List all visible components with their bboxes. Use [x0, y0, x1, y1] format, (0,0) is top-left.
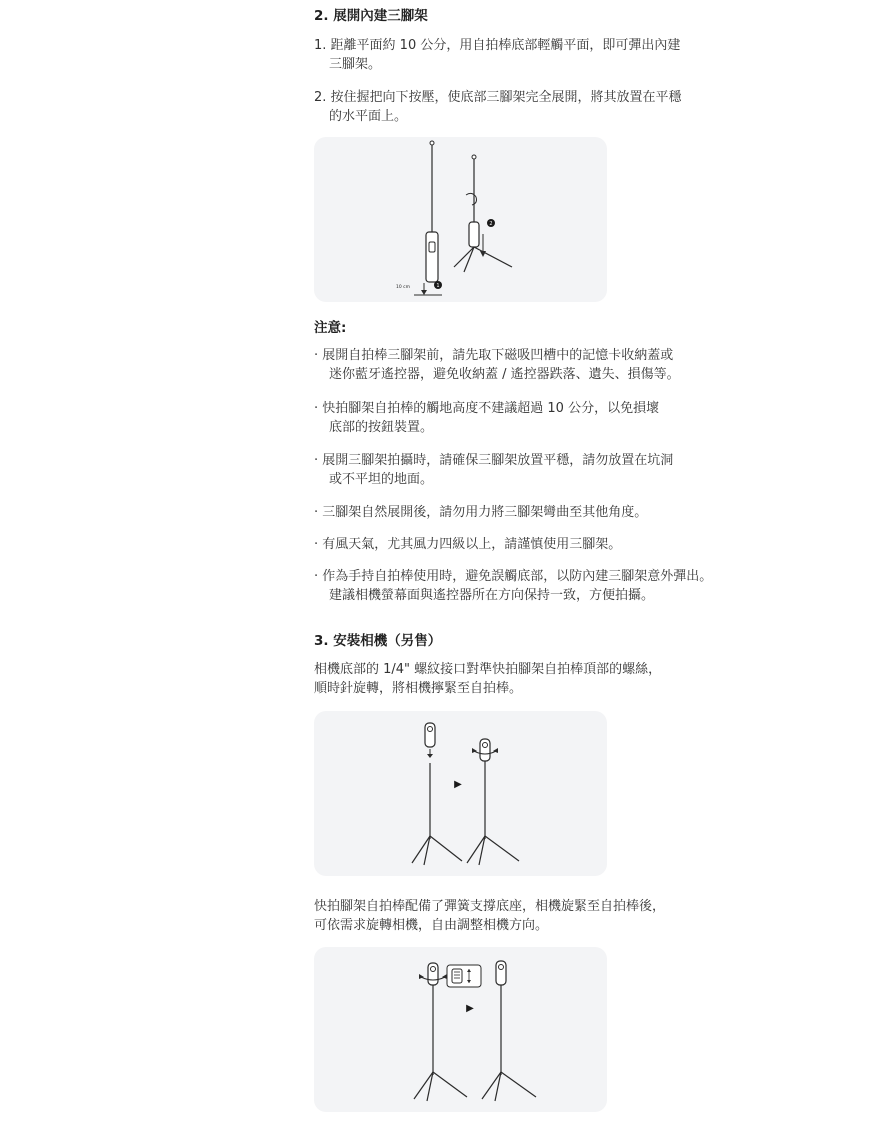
note-5-line-1: · 有風天氣，尤其風力四級以上，請謹慎使用三腳架。 — [314, 537, 622, 552]
note-2 — [314, 399, 659, 437]
camera-mount-paragraph — [314, 660, 661, 698]
note-3-line-1: · 展開三腳架拍攝時，請確保三腳架放置平穩，請勿放置在坑洞 — [314, 453, 674, 468]
spring-base-paragraph — [314, 897, 665, 935]
note-2-line-2: 底部的按鈕裝置。 — [329, 420, 434, 435]
note-6-line-2: 建議相機螢幕面與遙控器所在方向保持一致，方便拍攝。 — [329, 588, 655, 603]
step-2-line-2: 的水平面上。 — [329, 109, 408, 124]
note-3-line-2: 或不平坦的地面。 — [329, 472, 434, 487]
camera-rotate-illustration — [314, 947, 607, 1112]
section-2-heading: 2. 展開內建三腳架 — [314, 8, 428, 24]
step-2 — [314, 88, 682, 126]
camera-mount-line-2: 順時針旋轉，將相機擰緊至自拍棒。 — [314, 681, 523, 696]
arrow-icon: ▶ — [454, 779, 462, 790]
marker-2: 2 — [489, 221, 493, 227]
note-4-line-1: · 三腳架自然展開後，請勿用力將三腳架彎曲至其他角度。 — [314, 505, 648, 520]
step-1 — [314, 36, 680, 74]
arrow-icon-2: ▶ — [466, 1003, 474, 1014]
note-3 — [314, 451, 673, 489]
note-1-line-1: · 展開自拍棒三腳架前，請先取下磁吸凹槽中的記憶卡收納蓋或 — [314, 348, 674, 363]
camera-mount-illustration — [314, 711, 607, 876]
note-1-line-2: 迷你藍牙遙控器，避免收納蓋 / 遙控器跌落、遺失、損傷等。 — [329, 367, 680, 382]
note-1 — [314, 346, 680, 384]
note-4 — [314, 503, 647, 522]
spring-base-line-2: 可依需求旋轉相機，自由調整相機方向。 — [314, 918, 549, 933]
notes-heading: 注意: — [314, 320, 347, 336]
section-3-heading: 3. 安裝相機（另售） — [314, 633, 442, 649]
note-6-line-1: · 作為手持自拍棒使用時，避免誤觸底部，以防內建三腳架意外彈出。 — [314, 569, 713, 584]
step-2-line-1: 2. 按住握把向下按壓，使底部三腳架完全展開，將其放置在平穩 — [314, 90, 682, 105]
camera-mount-line-1: 相機底部的 1/4" 螺紋接口對準快拍腳架自拍棒頂部的螺絲， — [314, 662, 662, 677]
note-6 — [314, 567, 712, 605]
marker-1: 1 — [436, 283, 440, 289]
step-1-line-2: 三腳架。 — [329, 57, 382, 72]
step-1-line-1: 1. 距離平面約 10 公分，用自拍棒底部輕觸平面，即可彈出內建 — [314, 38, 681, 53]
tripod-unfold-illustration — [314, 137, 607, 302]
note-2-line-1: · 快拍腳架自拍棒的觸地高度不建議超過 10 公分，以免損壞 — [314, 401, 660, 416]
spring-base-line-1: 快拍腳架自拍棒配備了彈簧支撐底座，相機旋緊至自拍棒後， — [314, 899, 666, 914]
distance-label: 10 cm — [395, 285, 410, 290]
note-5 — [314, 535, 621, 554]
